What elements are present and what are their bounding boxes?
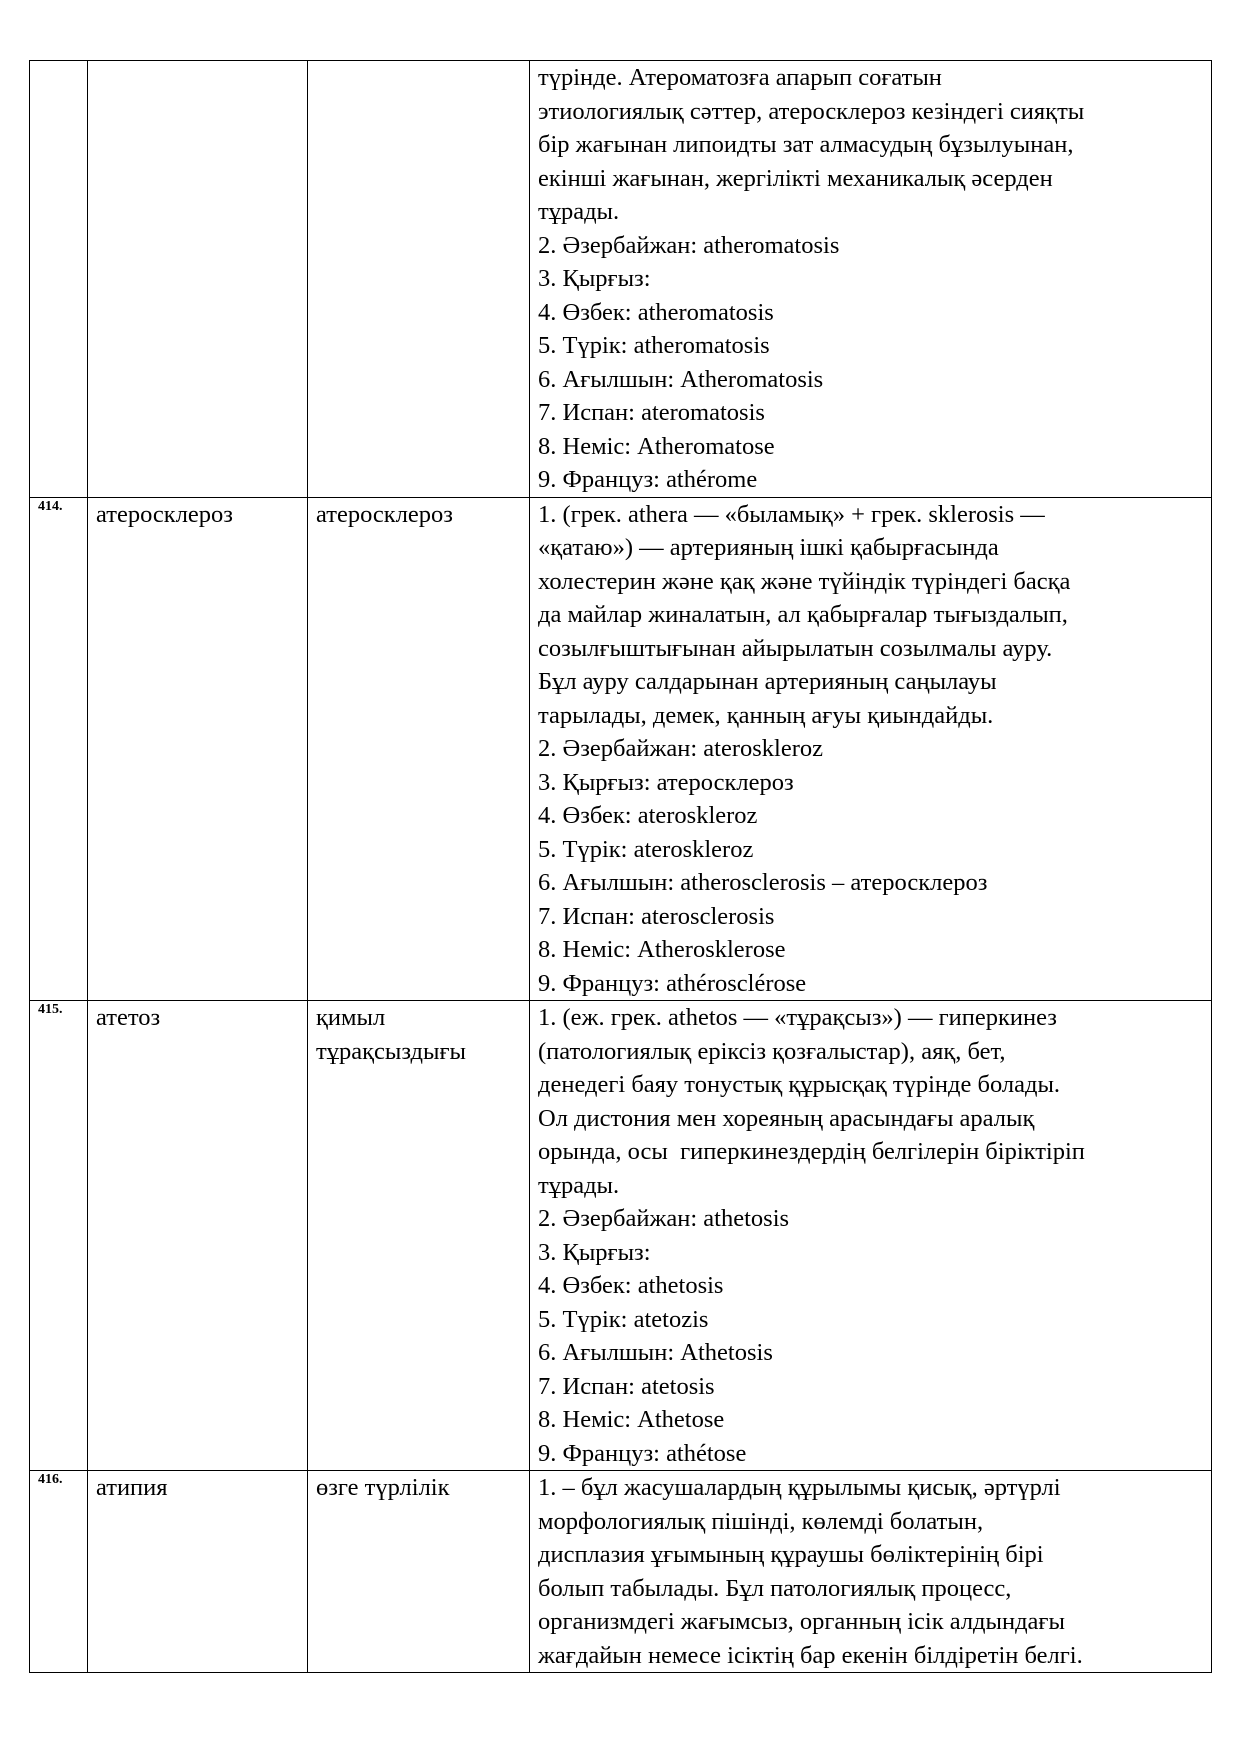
definition-line: 4. Өзбек: atheromatosis <box>538 298 774 326</box>
definition-cell <box>530 1001 1212 1471</box>
definition-line: тарылады, демек, қанның ағуы қиындайды. <box>538 701 994 729</box>
definition-line: (патологиялық еріксіз қозғалыстар), аяқ, бет, <box>538 1037 1006 1065</box>
definition-line: 7. Испан: atetosis <box>538 1372 715 1400</box>
definition-line: 4. Өзбек: ateroskleroz <box>538 802 758 829</box>
term-cell <box>88 61 308 498</box>
translation-cell: өзге түрлілік <box>308 1471 530 1673</box>
term-cell: атипия <box>88 1471 308 1673</box>
definition-line: 8. Неміс: Atheromatose <box>538 432 775 460</box>
definition-line: этиологиялық сәттер, атеросклероз кезіндегі сияқты <box>538 97 1085 125</box>
entry-number: 415. <box>30 1001 88 1471</box>
table-row <box>30 497 1212 1001</box>
definition-line: созылғыштығынан айырылатын созылмалы ауру. <box>538 634 1053 662</box>
definition-line: 6. Ағылшын: Atheromatosis <box>538 365 824 393</box>
terminology-table-body <box>30 61 1212 1673</box>
definition-line: 7. Испан: ateromatosis <box>538 399 765 426</box>
definition-line: 6. Ағылшын: Athetosis <box>538 1339 773 1366</box>
translation-cell <box>308 61 530 498</box>
definition-line: Бұл ауру салдарынан артерияның саңылауы <box>538 668 997 695</box>
definition-line: 9. Француз: athérosclérose <box>538 969 807 997</box>
terminology-table <box>29 60 1212 1673</box>
definition-line: холестерин және қақ және түйіндік түріндегі басқа <box>538 567 1071 595</box>
definition-line: 8. Неміс: Athetose <box>538 1406 725 1433</box>
definition-line: 8. Неміс: Atherosklerose <box>538 936 786 963</box>
definition-line: 7. Испан: aterosclerosis <box>538 902 775 930</box>
definition-line: морфологиялық пішінді, көлемді болатын, <box>538 1507 984 1535</box>
definition-line: 3. Қырғыз: <box>538 1238 651 1266</box>
definition-line: 1. (еж. грек. athetos — «тұрақсыз») — гиперкинез <box>538 1004 1057 1031</box>
definition-line: 3. Қырғыз: атеросклероз <box>538 768 794 796</box>
definition-line: 3. Қырғыз: <box>538 265 651 292</box>
definition-cell <box>530 61 1212 498</box>
definition-line: бір жағынан липоидты зат алмасудың бұзылуынан, <box>538 131 1074 158</box>
definition-line: 9. Француз: athétose <box>538 1439 747 1467</box>
definition-line: екінші жағынан, жергілікті механикалық әсерден <box>538 164 1053 192</box>
definition-line: «қатаю») — артерияның ішкі қабырғасында <box>538 534 999 561</box>
definition-line: денедегі баяу тонустық құрысқақ түрінде болады. <box>538 1071 1061 1098</box>
entry-number <box>30 61 88 498</box>
definition-line: Ол дистония мен хореяның арасындағы аралық <box>538 1104 1035 1132</box>
term-cell: атеросклероз <box>88 497 308 1001</box>
table-row <box>30 1001 1212 1471</box>
definition-line: 5. Түрік: ateroskleroz <box>538 835 754 863</box>
table-row <box>30 61 1212 498</box>
definition-line: 1. – бұл жасушалардың құрылымы қисық, әртүрлі <box>538 1474 1061 1501</box>
definition-line: тұрады. <box>538 1171 620 1199</box>
definition-line: 6. Ағылшын: atherosclerosis – атеросклероз <box>538 869 988 896</box>
definition-line: организмдегі жағымсыз, органның ісік алдындағы <box>538 1608 1065 1635</box>
entry-number: 414. <box>30 497 88 1001</box>
definition-line: 5. Түрік: atetozis <box>538 1305 709 1333</box>
definition-cell <box>530 497 1212 1001</box>
definition-line: болып табылады. Бұл патологиялық процесс, <box>538 1574 1012 1602</box>
definition-line: тұрады. <box>538 198 620 225</box>
definition-line: 1. (грек. athera — «быламық» + грек. sklerosis — <box>538 500 1045 528</box>
definition-line: 9. Француз: athérome <box>538 466 758 493</box>
definition-line: да майлар жиналатын, ал қабырғалар тығыздалып, <box>538 601 1068 628</box>
entry-number: 416. <box>30 1471 88 1673</box>
translation-cell: қимыл тұрақсыздығы <box>308 1001 530 1471</box>
definition-line: 2. Әзербайжан: ateroskleroz <box>538 735 824 762</box>
definition-line: түрінде. Атероматозға апарып соғатын <box>538 64 942 91</box>
translation-cell: атеросклероз <box>308 497 530 1001</box>
definition-line: дисплазия ұғымының құраушы бөліктерінің бірі <box>538 1541 1044 1568</box>
definition-cell <box>530 1471 1212 1673</box>
term-cell: атетоз <box>88 1001 308 1471</box>
definition-line: 2. Әзербайжан: atheromatosis <box>538 231 840 259</box>
definition-line: 2. Әзербайжан: athetosis <box>538 1205 790 1232</box>
definition-line: 5. Түрік: atheromatosis <box>538 332 770 359</box>
definition-line: 4. Өзбек: athetosis <box>538 1272 724 1299</box>
definition-line: орында, осы гиперкинездердің белгілерін біріктіріп <box>538 1138 1085 1165</box>
table-row <box>30 1471 1212 1673</box>
definition-line: жағдайын немесе ісіктің бар екенін білдіретін белгі. <box>538 1641 1083 1669</box>
